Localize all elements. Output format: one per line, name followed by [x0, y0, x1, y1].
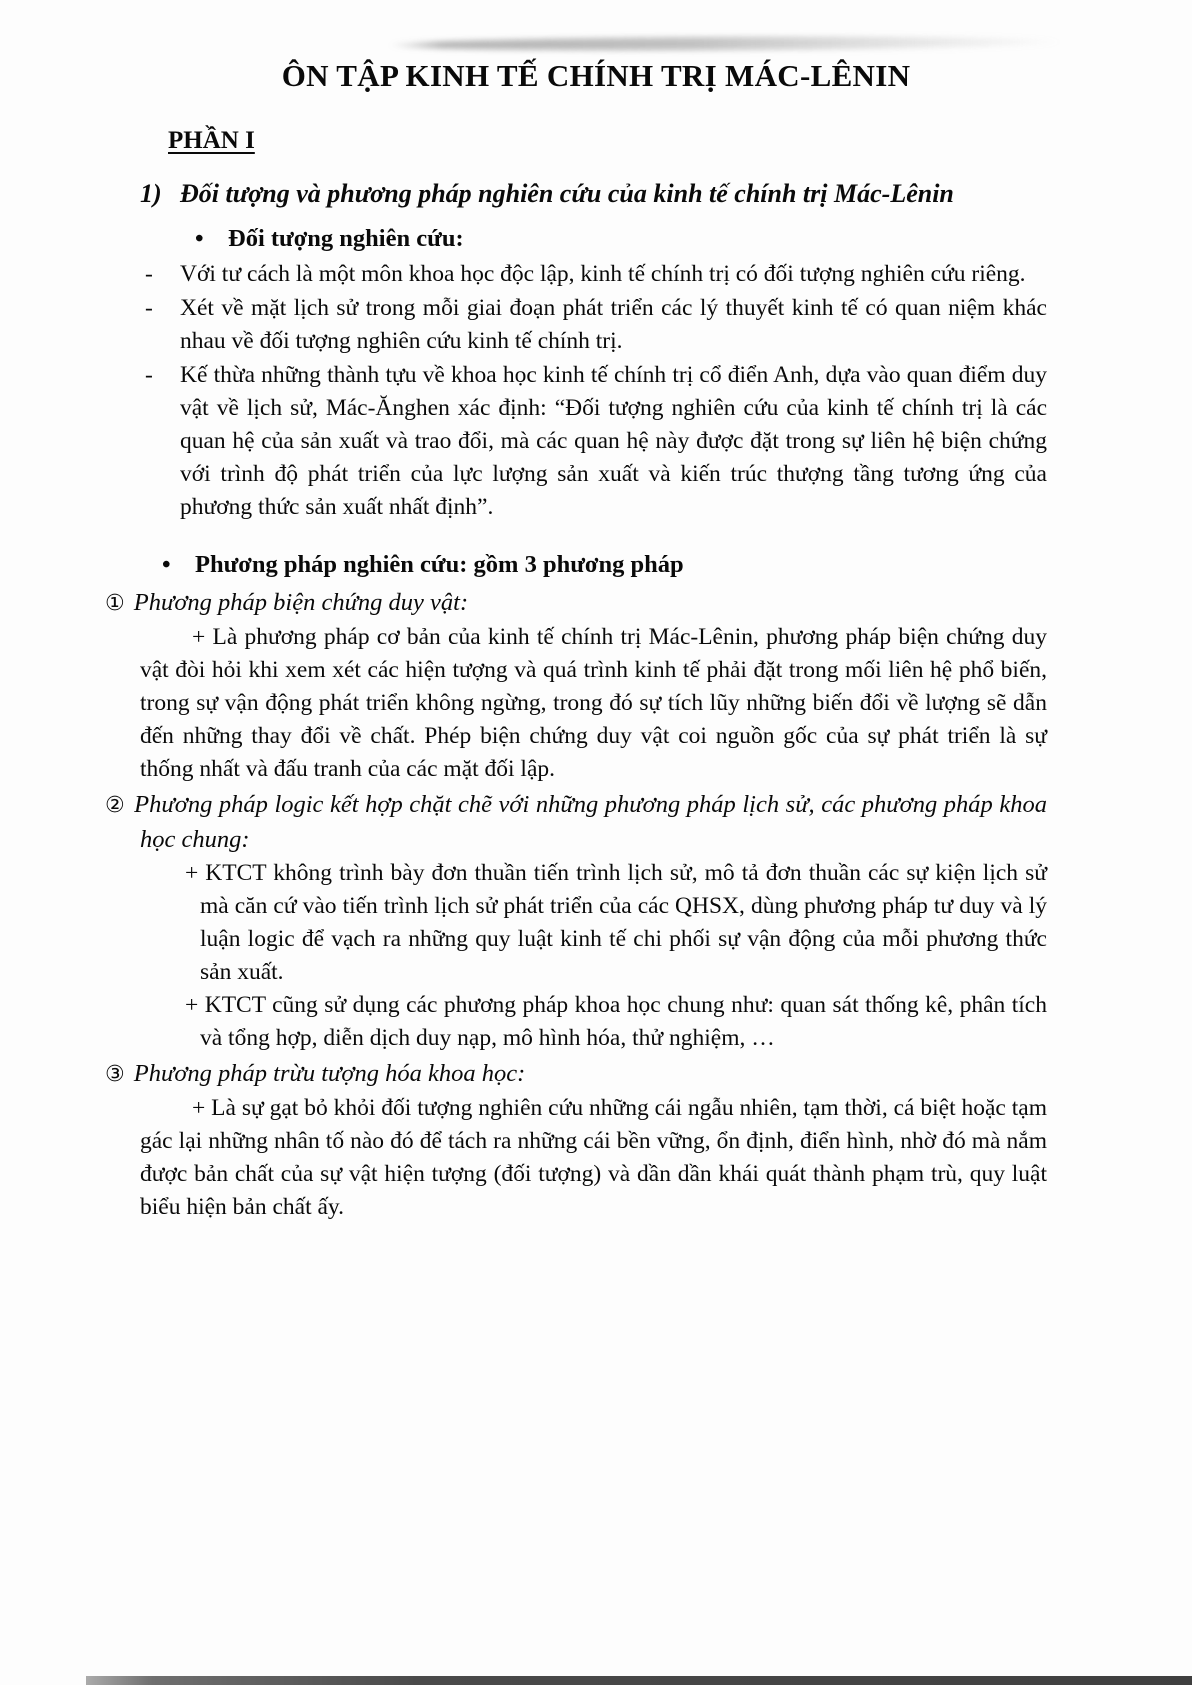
dash-icon: - — [145, 295, 153, 321]
next-page-edge-artifact — [86, 1676, 1192, 1685]
method-2-heading — [105, 788, 1047, 857]
research-object-item — [140, 292, 1047, 358]
section-1-heading — [140, 176, 1047, 212]
bullet-icon: • — [162, 551, 171, 578]
method-1-heading-label: Phương pháp biện chứng duy vật: — [133, 589, 469, 616]
dash-icon: - — [145, 261, 153, 287]
part-heading: PHẦN I — [168, 127, 255, 154]
research-object-item-text: Kế thừa những thành tựu về khoa học kinh tế chính trị cổ điển Anh, dựa vào quan điểm duy vật về lịch sử, Mác-Ănghen xác định: “Đối tượng nghiên cứu của kinh tế chính trị là các quan hệ của sản xuất và trao đổi, mà các quan hệ này được đặt trong sự liên hệ biện chứng với trình độ phát triển của lực lượng sản xuất và kiến trúc thượng tầng tương ứng của phương thức sản xuất nhất định”. — [180, 362, 1047, 520]
method-3-heading-label: Phương pháp trừu tượng hóa khoa học: — [133, 1060, 526, 1087]
document-title: ÔN TẬP KINH TẾ CHÍNH TRỊ MÁC-LÊNIN — [281, 58, 911, 93]
method-2-heading-label: Phương pháp logic kết hợp chặt chẽ với những phương pháp lịch sử, các phương pháp khoa học chung: — [134, 791, 1047, 853]
research-methods-heading-label: Phương pháp nghiên cứu: gồm 3 phương pháp — [195, 551, 684, 578]
document-body — [0, 124, 1192, 1224]
method-2-paragraph: + KTCT cũng sử dụng các phương pháp khoa học chung như: quan sát thống kê, phân tích và tổng hợp, diễn dịch duy nạp, mô hình hóa, thử nghiệm, … — [185, 992, 1047, 1051]
research-object-item-text: Với tư cách là một môn khoa học độc lập, kinh tế chính trị có đối tượng nghiên cứu riêng. — [180, 261, 1026, 287]
research-object-item — [140, 258, 1047, 291]
method-1-paragraph: + Là phương pháp cơ bản của kinh tế chính trị Mác-Lênin, phương pháp biện chứng duy vật đòi hỏi khi xem xét các hiện tượng và quá trình kinh tế phải đặt trong mối liên hệ phổ biến, trong sự vận động phát triển không ngừng, trong đó sự tích lũy những biến đổi về lượng sẽ dẫn đến những thay đổi về chất. Phép biện chứng duy vật coi nguồn gốc của sự phát triển là sự thống nhất và đấu tranh của các mặt đối lập. — [140, 624, 1047, 782]
bullet-icon: • — [195, 225, 204, 252]
research-methods-heading — [162, 548, 1047, 582]
circled-1-icon: ① — [105, 591, 125, 616]
circled-2-icon: ② — [105, 793, 126, 818]
section-number: 1) — [140, 179, 162, 208]
method-2-paragraph: + KTCT không trình bày đơn thuần tiến trình lịch sử, mô tả đơn thuần các sự kiện lịch sử mà căn cứ vào tiến trình lịch sử phát triển của các QHSX, dùng phương pháp tư duy và lý luận logic để vạch ra những quy luật kinh tế chi phối sự vận động của mỗi phương thức sản xuất. — [185, 860, 1047, 985]
research-object-heading — [195, 222, 1047, 256]
method-3-paragraph: + Là sự gạt bỏ khỏi đối tượng nghiên cứu những cái ngẫu nhiên, tạm thời, cá biệt hoặc tạm gác lại những nhân tố nào đó để tách ra những cái bền vững, ổn định, điển hình, nhờ đó mà nắm được bản chất của sự vật hiện tượng (đối tượng) và dần dần khái quát thành phạm trù, quy luật biểu hiện bản chất ấy. — [140, 1095, 1047, 1220]
research-object-heading-label: Đối tượng nghiên cứu: — [228, 225, 464, 252]
method-1-heading — [105, 586, 1047, 621]
method-3-heading — [105, 1057, 1047, 1092]
dash-icon: - — [145, 362, 153, 388]
circled-3-icon: ③ — [105, 1062, 125, 1087]
research-object-item — [140, 359, 1047, 524]
research-object-item-text: Xét về mặt lịch sử trong mỗi giai đoạn phát triển các lý thuyết kinh tế có quan niệm khác nhau về đối tượng nghiên cứu kinh tế chính trị. — [180, 295, 1047, 354]
section-title-text: Đối tượng và phương pháp nghiên cứu của kinh tế chính trị Mác-Lênin — [180, 179, 954, 208]
